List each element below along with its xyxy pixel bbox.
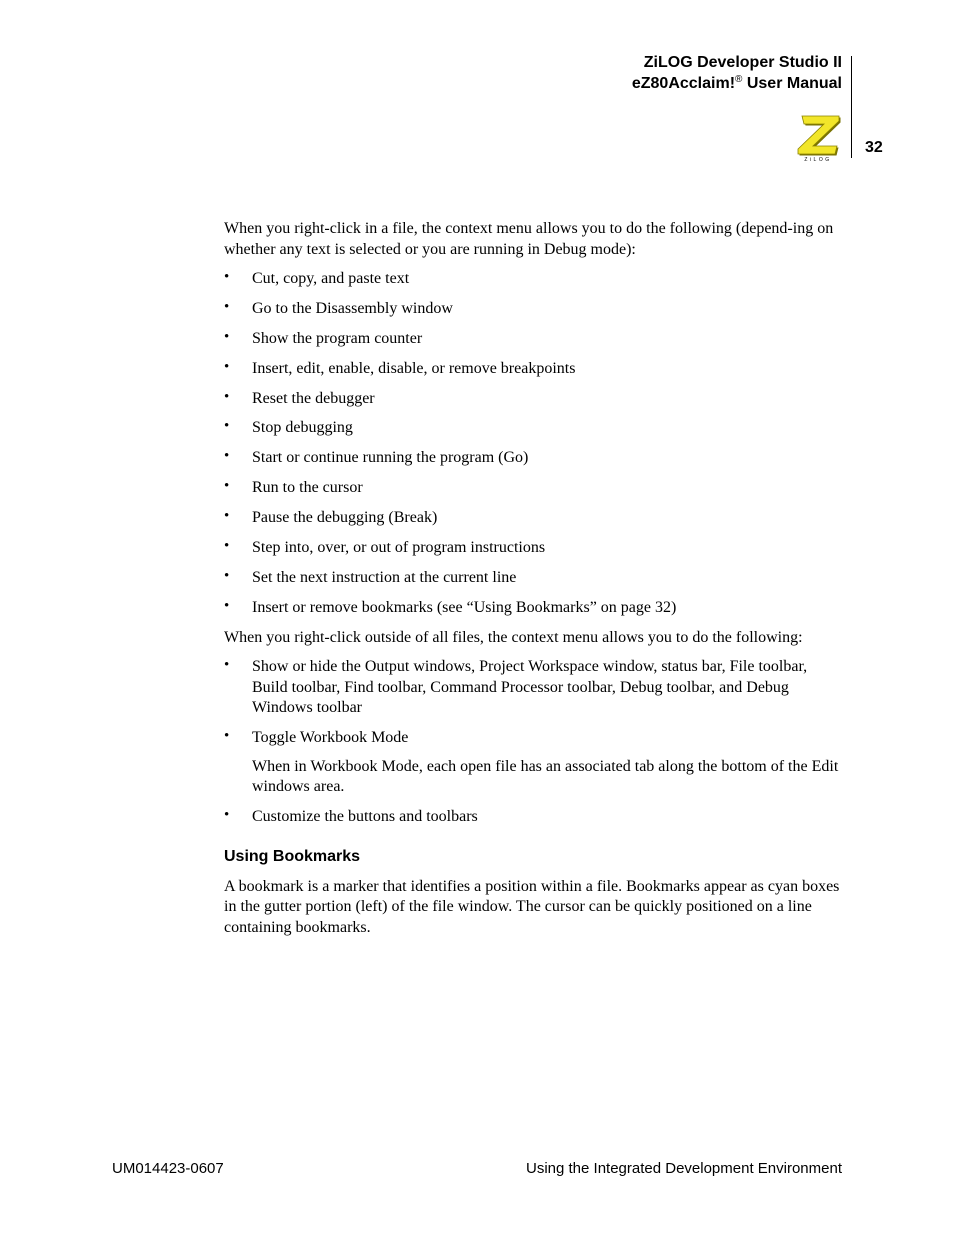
workbook-note: When in Workbook Mode, each open file has an associated tab along the bottom of the Edit windows area. — [252, 757, 839, 796]
bullet-icon: • — [224, 448, 230, 465]
list-item: • Start or continue running the program (Go) — [224, 448, 529, 467]
bullet-icon: • — [224, 806, 230, 823]
bullet-icon: • — [224, 538, 230, 555]
list-item: • Cut, copy, and paste text — [224, 269, 410, 287]
list-item: • Step into, over, or out of program instructions — [224, 538, 546, 557]
title-line-1: ZiLOG Developer Studio II — [643, 54, 842, 71]
page-body — [224, 219, 844, 947]
list-item: • Set the next instruction at the current line — [224, 567, 517, 586]
bullet-icon: • — [224, 388, 230, 405]
bullet-icon: • — [224, 478, 230, 495]
list-item: • Show the program counter — [224, 328, 423, 347]
header-divider — [851, 56, 852, 158]
bullet-icon: • — [224, 298, 230, 315]
title-line-2 — [632, 73, 842, 94]
outside-context-menu-list — [224, 657, 844, 827]
list-item: • Reset the debugger — [224, 388, 375, 407]
outside-intro-paragraph: When you right-click outside of all files, the context menu allows you to do the following: — [224, 628, 803, 646]
bullet-icon: • — [224, 567, 230, 584]
list-item: • Insert or remove bookmarks (see “Using Bookmarks” on page 32) — [224, 597, 677, 616]
bullet-icon: • — [224, 418, 230, 435]
list-item: • Go to the Disassembly window — [224, 298, 453, 317]
logo-wordmark: ZiLOG — [804, 157, 832, 162]
list-item: • Toggle Workbook Mode When in Workbook Mode, each open file has an associated tab along the bottom of the Edit windows area. — [224, 728, 844, 798]
product-name: eZ80Acclaim! — [631, 75, 736, 92]
list-item: • Pause the debugging (Break) — [224, 508, 438, 527]
bullet-icon: • — [224, 358, 230, 375]
list-item: • Run to the cursor — [224, 478, 363, 497]
manual-label: User Manual — [742, 75, 842, 92]
zilog-logo — [793, 112, 843, 162]
list-item: • Stop debugging — [224, 418, 353, 437]
z-shape — [798, 116, 839, 154]
bookmarks-paragraph: A bookmark is a marker that identifies a position within a file. Bookmarks appear as cyan boxes in the gutter portion (left) of the file window. The cursor can be quickly positioned on a line containing bookmarks. — [224, 877, 840, 936]
list-item: • Show or hide the Output windows, Project Workspace window, status bar, File toolbar, Build toolbar, Find toolbar, Command Processor toolbar, Debug toolbar, and Debug Windows toolbar — [224, 657, 808, 717]
bullet-icon: • — [224, 728, 230, 745]
bullet-icon: • — [224, 508, 230, 525]
document-title — [632, 52, 842, 94]
list-item: • Insert, edit, enable, disable, or remove breakpoints — [224, 358, 576, 377]
registered-mark: ® — [735, 74, 743, 85]
footer-section-title: Using the Integrated Development Environment — [525, 1160, 842, 1177]
bullet-icon: • — [224, 597, 230, 614]
bullet-icon: • — [224, 328, 230, 345]
list-item: • Customize the buttons and toolbars — [224, 806, 478, 825]
bullet-icon: • — [224, 657, 230, 674]
file-context-menu-list — [224, 269, 844, 618]
footer-doc-number: UM014423-0607 — [112, 1160, 224, 1177]
intro-paragraph: When you right-click in a file, the context menu allows you to do the following (depend-ing on whether any text is selected or you are running in Debug mode): — [224, 220, 834, 258]
page-number: 32 — [865, 139, 883, 156]
section-heading: Using Bookmarks — [224, 848, 361, 866]
bullet-icon: • — [224, 269, 230, 285]
